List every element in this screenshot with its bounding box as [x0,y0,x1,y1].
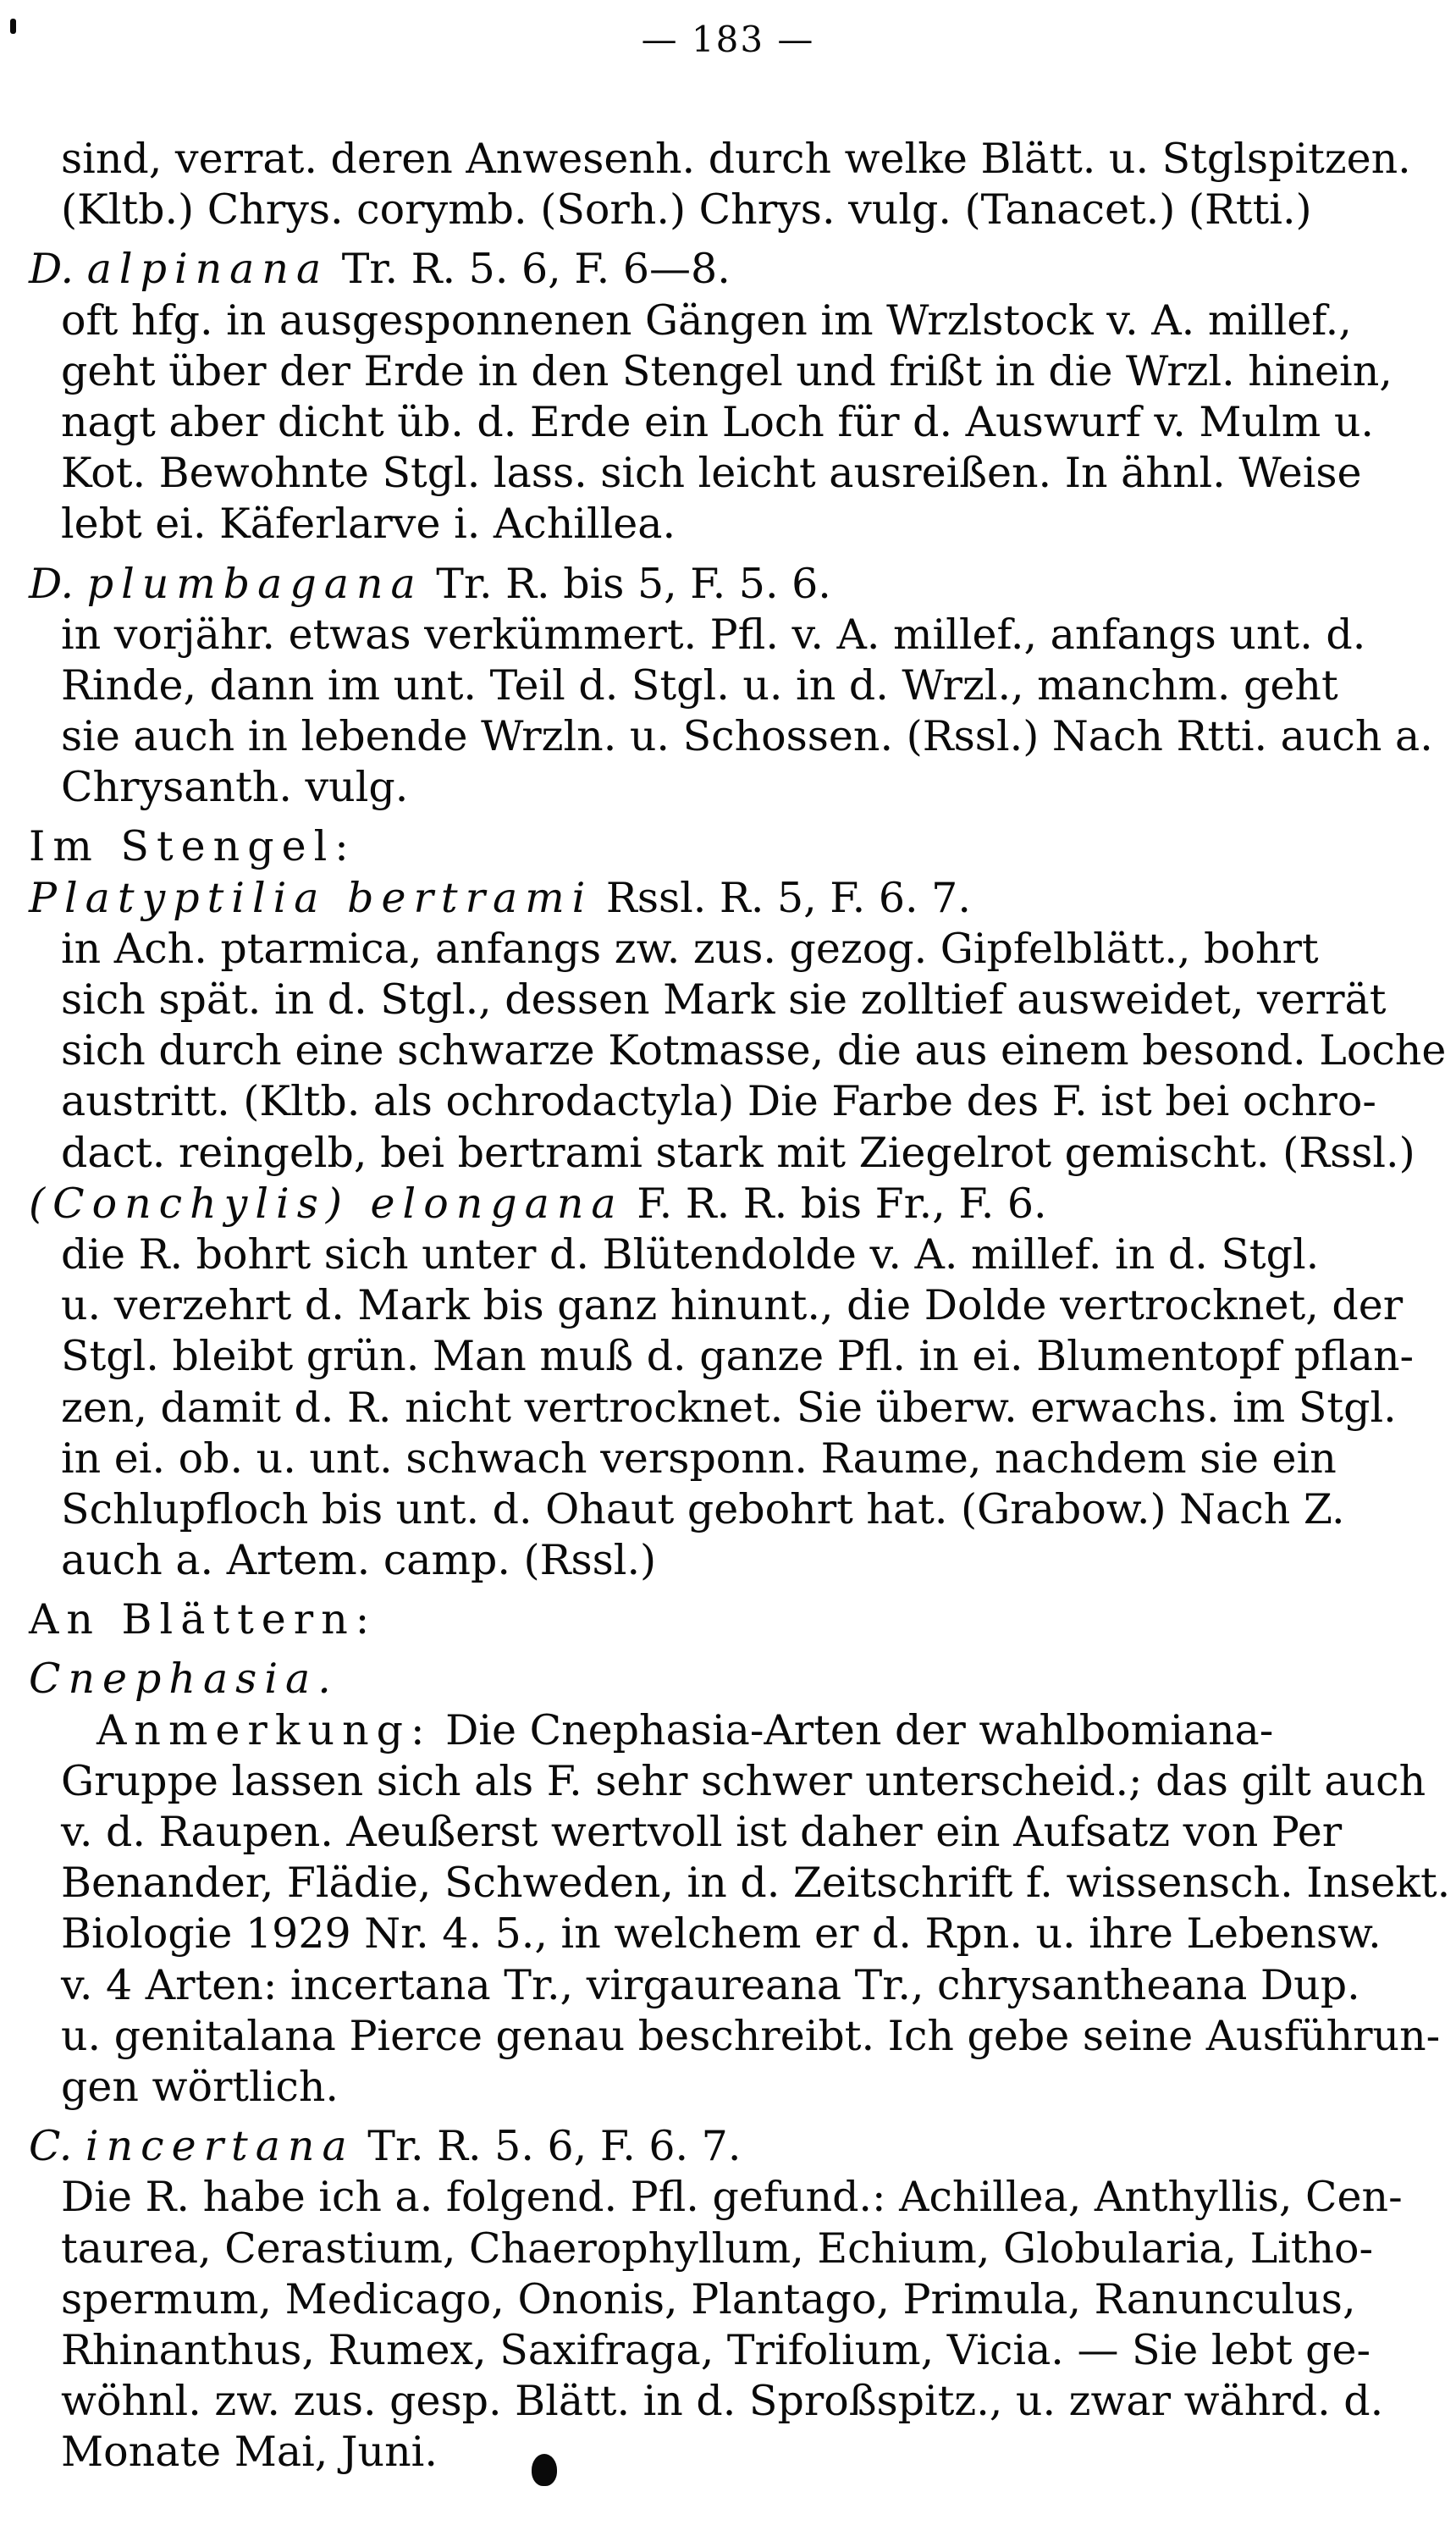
section-heading-blaettern: An Blättern: [29,1595,378,1644]
text-line: u. genitalana Pierce genau beschreibt. Ich gebe seine Ausführun- [61,2011,1441,2060]
species-name: plumbagana [86,559,423,608]
genus-name: (Conchylis) [29,1179,371,1228]
text-line: Stgl. bleibt grün. Man muß d. ganze Pfl. in ei. Blumentopf pflan- [61,1332,1415,1381]
entry-elongana [29,1179,1426,1587]
genus-abbrev: D. [29,245,87,294]
text-line: taurea, Cerastium, Chaerophyllum, Echium, Globularia, Litho- [61,2224,1374,2273]
text-line: sich durch eine schwarze Kotmasse, die aus einem besond. Loche [61,1026,1447,1075]
genus-heading: Cnephasia. [29,1655,339,1704]
text-line: wöhnl. zw. zus. gesp. Blätt. in d. Sproßspitz., u. zwar währd. d. [61,2377,1384,2426]
note-label: Anmerkung: [97,1705,433,1754]
entry-plumbagana [29,559,1433,814]
text-line: nagt aber dicht üb. d. Erde ein Loch für d. Auswurf v. Mulm u. [61,397,1374,446]
text-line: zen, damit d. R. nicht vertrocknet. Sie überw. erwachs. im Stgl. [61,1383,1397,1432]
species-name: incertana [85,2122,355,2171]
genus-abbrev: D. [29,559,87,608]
entry-continuation [29,134,1426,235]
entry-alpinana [29,244,1426,550]
species-heading [29,244,1426,295]
entry-platyptilia [29,873,1447,1179]
text-line: sie auch in lebende Wrzln. u. Schossen. (Rssl.) Nach Rtti. auch a. [61,712,1433,761]
text-line: Die R. habe ich a. folgend. Pfl. gefund.: Achillea, Anthyllis, Cen- [61,2173,1403,2222]
species-meta: Tr. R. bis 5, F. 5. 6. [422,559,831,608]
ink-blot [532,2454,557,2486]
species-meta: F. R. R. bis Fr., F. 6. [623,1179,1047,1228]
species-heading [29,1179,1426,1229]
text-line: oft hfg. in ausgesponnenen Gängen im Wrzlstock v. A. millef., [61,296,1352,345]
text-line: v. d. Raupen. Aeußerst wertvoll ist daher ein Aufsatz von Per [61,1808,1343,1856]
text-line: Rhinanthus, Rumex, Saxifraga, Trifolium, Vicia. — Sie lebt ge- [61,2325,1371,2374]
text-line: auch a. Artem. camp. (Rssl.) [61,1536,657,1585]
text-line: in ei. ob. u. unt. schwach versponn. Raume, nachdem sie ein [61,1434,1337,1483]
text-line: in vorjähr. etwas verkümmert. Pfl. v. A. millef., anfangs unt. d. [61,610,1366,659]
species-heading [29,559,1426,610]
species-meta: Tr. R. 5. 6, F. 6—8. [328,245,731,294]
text-line: sich spät. in d. Stgl., dessen Mark sie zolltief ausweidet, verrät [61,975,1387,1024]
text-line: Schlupfloch bis unt. d. Ohaut gebohrt hat. (Grabow.) Nach Z. [61,1484,1345,1533]
text-line: Benander, Flädie, Schweden, in d. Zeitschrift f. wissensch. Insekt. [61,1859,1451,1908]
text-line: Gruppe lassen sich als F. sehr schwer unterscheid.; das gilt auch [61,1756,1426,1805]
text-line: Biologie 1929 Nr. 4. 5., in welchem er d. Rpn. u. ihre Lebensw. [61,1909,1382,1959]
species-heading [29,873,1426,924]
species-name: elongana [370,1179,624,1228]
note-text: Die Cnephasia-Arten der wahlbomiana- [432,1705,1274,1754]
text-line: austritt. (Kltb. als ochrodactyla) Die Farbe des F. ist bei ochro- [61,1077,1376,1126]
text-line: in Ach. ptarmica, anfangs zw. zus. gezog. Gipfelblätt., bohrt [61,924,1319,973]
text-line: Monate Mai, Juni. [61,2428,438,2477]
section-heading-stengel: Im Stengel: [29,822,356,871]
text-line: geht über der Erde in den Stengel und frißt in die Wrzl. hinein, [61,346,1393,395]
species-heading [29,2121,1426,2172]
text-line: v. 4 Arten: incertana Tr., virgaureana Tr., chrysantheana Dup. [61,1960,1360,2009]
text-line: gen wörtlich. [61,2062,339,2111]
text-line: spermum, Medicago, Ononis, Plantago, Primula, Ranunculus, [61,2274,1356,2323]
text-line: Chrysanth. vulg. [61,763,409,812]
text-line: Rinde, dann im unt. Teil d. Stgl. u. in d. Wrzl., manchm. geht [61,660,1338,710]
entry-incertana [29,2121,1426,2478]
text-line: dact. reingelb, bei bertrami stark mit Ziegelrot gemischt. (Rssl.) [61,1128,1415,1177]
entry-cnephasia [29,1654,1451,2113]
text-line: die R. bohrt sich unter d. Blütendolde v. A. millef. in d. Stgl. [61,1229,1320,1279]
genus-abbrev: C. [29,2122,85,2171]
text-line: Kot. Bewohnte Stgl. lass. sich leicht ausreißen. In ähnl. Weise [61,449,1362,498]
species-meta: Rssl. R. 5, F. 6. 7. [593,873,971,922]
page-number: — 183 — [641,19,815,60]
species-meta: Tr. R. 5. 6, F. 6. 7. [354,2122,742,2171]
text-line: sind, verrat. deren Anwesenh. durch welke Blätt. u. Stglspitzen. [61,135,1411,183]
text-line: lebt ei. Käferlarve i. Achillea. [61,500,676,549]
text-line: (Kltb.) Chrys. corymb. (Sorh.) Chrys. vulg. (Tanacet.) (Rtti.) [61,185,1312,235]
page-body [29,134,1451,2478]
species-name: alpinana [86,245,329,294]
text-line: u. verzehrt d. Mark bis ganz hinunt., die Dolde vertrocknet, der [61,1281,1404,1330]
note-line [29,1705,1426,1756]
species-name: Platyptilia bertrami [29,873,593,922]
